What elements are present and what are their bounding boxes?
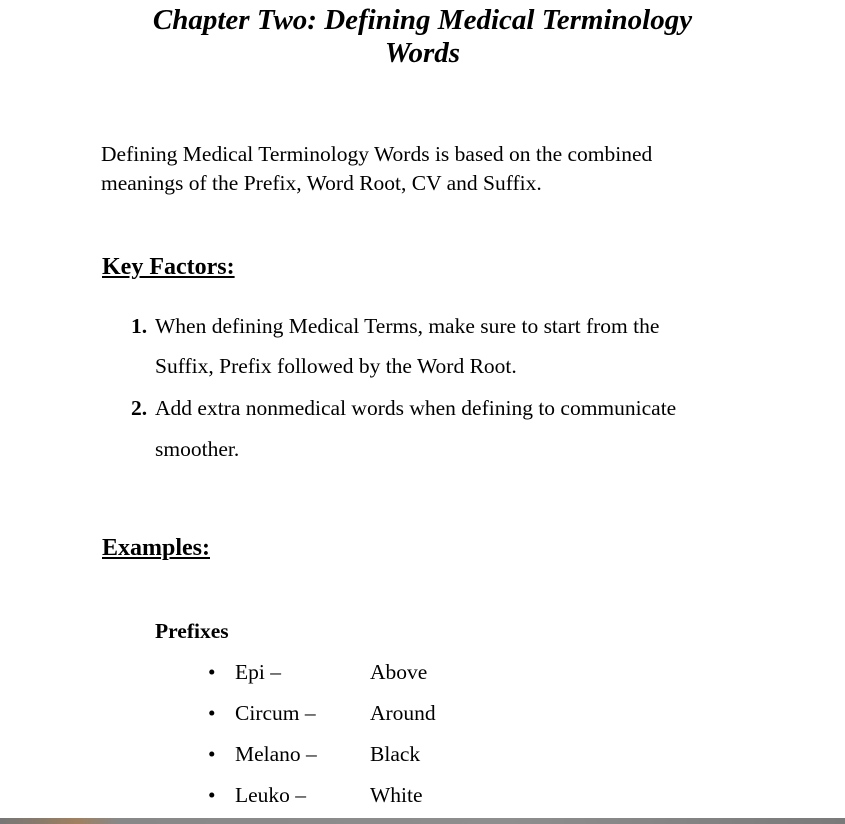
bullet-icon: • xyxy=(208,783,216,807)
intro-line-1: Defining Medical Terminology Words is based on the combined xyxy=(101,142,653,166)
list-number: 2. xyxy=(131,396,148,420)
prefix-meaning: White xyxy=(370,783,423,807)
bullet-icon: • xyxy=(208,701,216,725)
prefix-meaning: Above xyxy=(370,660,428,684)
prefix-term: Epi – xyxy=(235,660,281,684)
prefix-meaning: Around xyxy=(370,701,436,725)
chapter-title-line-2: Words xyxy=(384,37,461,69)
intro-line-2: meanings of the Prefix, Word Root, CV and Suffix. xyxy=(101,171,542,195)
bullet-icon: • xyxy=(208,742,216,766)
prefixes-heading: Prefixes xyxy=(155,619,229,643)
key-factor-2-line-1: Add extra nonmedical words when defining to communicate xyxy=(155,396,677,420)
prefix-term: Leuko – xyxy=(235,783,307,807)
key-factor-1-line-1: When defining Medical Terms, make sure to start from the xyxy=(155,314,660,338)
bullet-icon: • xyxy=(208,660,216,684)
key-factors-heading: Key Factors: xyxy=(102,254,235,280)
key-factor-2-line-2: smoother. xyxy=(155,437,240,461)
chapter-title-line-1: Chapter Two: Defining Medical Terminology xyxy=(152,4,693,36)
prefix-term: Melano – xyxy=(235,742,317,766)
window-bottom-edge xyxy=(0,818,845,824)
examples-heading: Examples: xyxy=(102,535,210,561)
list-number: 1. xyxy=(131,314,148,338)
key-factor-1-line-2: Suffix, Prefix followed by the Word Root. xyxy=(155,354,517,378)
prefix-meaning: Black xyxy=(370,742,421,766)
prefix-term: Circum – xyxy=(235,701,316,725)
